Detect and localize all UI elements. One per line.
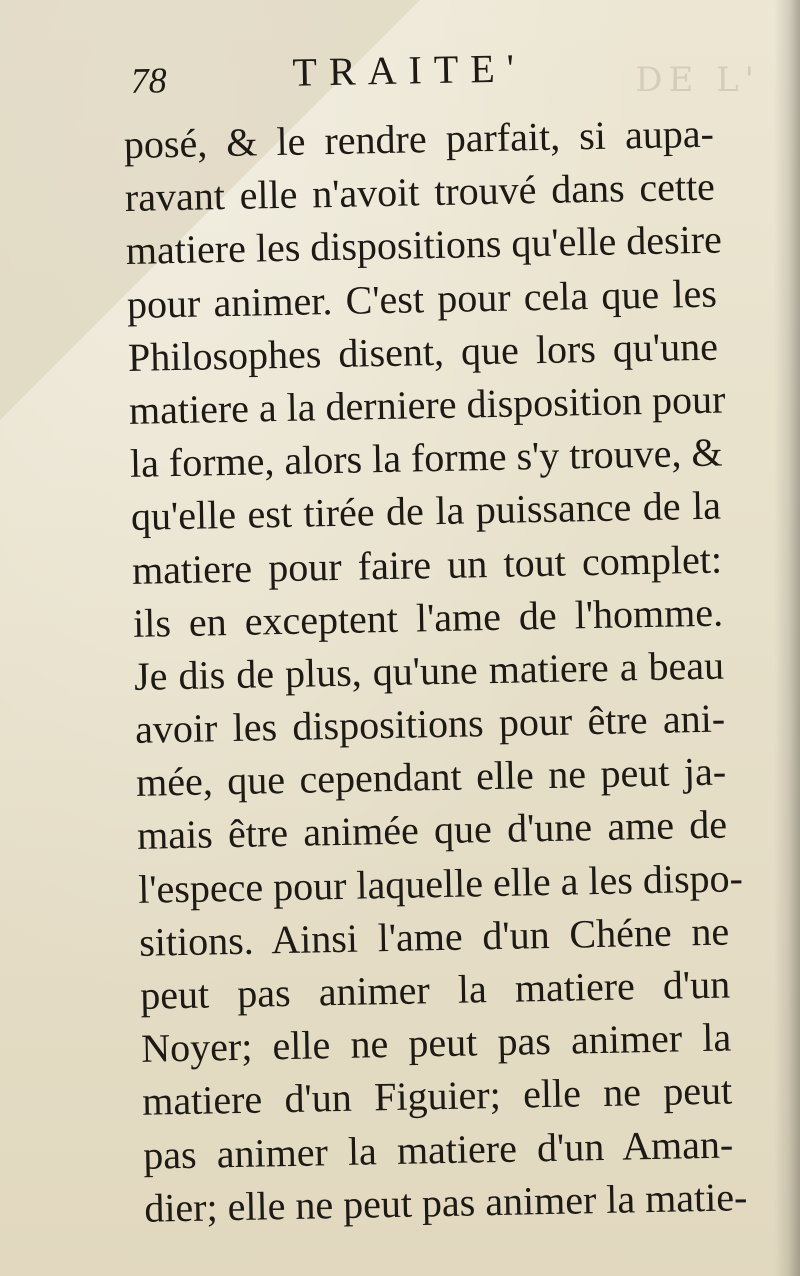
text-line-20: pas animer la matiere d'un Aman- bbox=[142, 1121, 734, 1178]
page-number: 78 bbox=[130, 60, 168, 101]
text-line-9: matiere pour faire un tout complet: bbox=[131, 536, 723, 593]
text-line-13: mée, que cependant elle ne peut ja- bbox=[135, 748, 727, 806]
text-line-4: pour animer. C'est pour cela que les bbox=[126, 270, 718, 327]
text-block bbox=[122, 34, 748, 1231]
text-line-19: matiere d'un Figuier; elle ne peut bbox=[141, 1067, 733, 1125]
text-line-12: avoir les dispositions pour être ani- bbox=[134, 695, 726, 752]
text-line-15: l'espece pour laquelle elle a les dispo- bbox=[137, 854, 744, 912]
spine-shadow bbox=[774, 0, 800, 1276]
running-head: TRAITE' bbox=[292, 45, 527, 95]
text-line-18: Noyer; elle ne peut pas animer la bbox=[140, 1014, 732, 1071]
text-line-5: Philosophes disent, que lors qu'une bbox=[127, 323, 719, 380]
text-line-17: peut pas animer la matiere d'un bbox=[139, 961, 731, 1018]
page-header bbox=[122, 34, 723, 112]
bleed-through-text: DE L' bbox=[635, 60, 760, 100]
text-line-6: matiere a la derniere disposition pour bbox=[128, 376, 726, 433]
text-line-14: mais être animée que d'une ame de bbox=[136, 801, 728, 859]
text-line-21: dier; elle ne peut pas animer la matie- bbox=[143, 1173, 748, 1231]
text-line-2: ravant elle n'avoit trouvé dans cette bbox=[124, 163, 716, 221]
text-line-11: Je dis de plus, qu'une matiere a beau bbox=[133, 642, 725, 699]
text-line-1: posé, & le rendre parfait, si aupa- bbox=[123, 110, 715, 167]
text-line-7: la forme, alors la forme s'y trouve, & bbox=[129, 429, 723, 487]
text-line-8: qu'elle est tirée de la puissance de la bbox=[130, 482, 722, 540]
body-text bbox=[123, 106, 748, 1234]
text-line-10: ils en exceptent l'ame de l'homme. bbox=[132, 589, 724, 646]
text-line-3: matiere les dispositions qu'elle desire bbox=[125, 216, 723, 274]
text-line-16: sitions. Ainsi l'ame d'un Chéne ne bbox=[138, 908, 730, 965]
